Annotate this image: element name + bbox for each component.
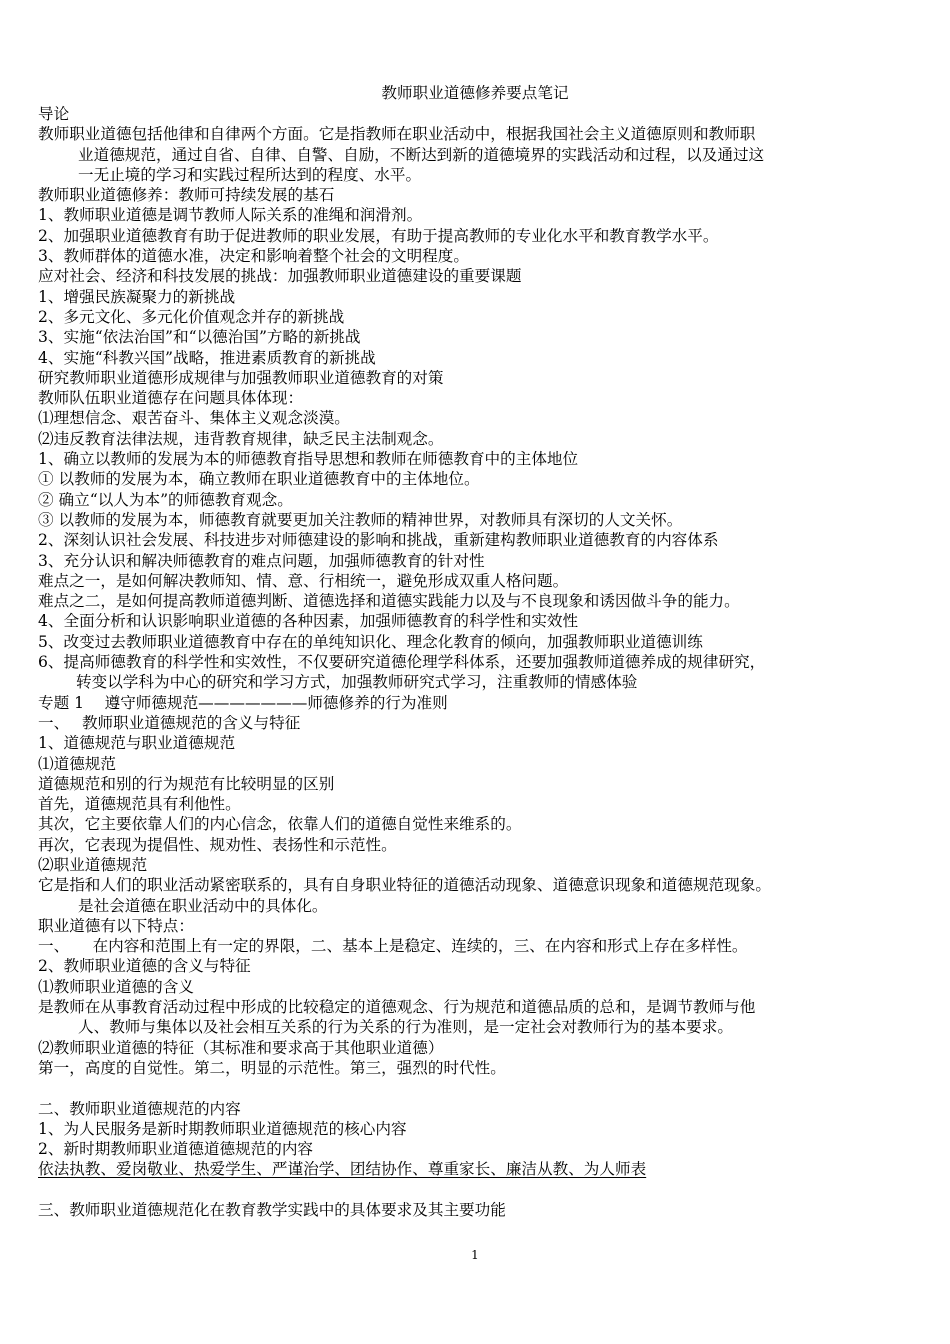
section-heading: 研究教师职业道德形成规律与加强教师职业道德教育的对策 <box>38 368 444 387</box>
paragraph-line: 难点之二，是如何提高教师道德判断、道德选择和道德实践能力以及与不良现象和诱因做斗争的能力。 <box>38 592 740 611</box>
subsection-heading: 2、教师职业道德的含义与特征 <box>38 957 251 976</box>
list-item: 1、增强民族凝聚力的新挑战 <box>38 287 236 306</box>
paragraph-line: 难点之一，是如何解决教师知、情、意、行相统一，避免形成双重人格问题。 <box>38 571 569 590</box>
list-item: ③ 以教师的发展为本，师德教育就要更加关注教师的精神世界，对教师具有深切的人文关怀。 <box>38 510 683 529</box>
list-item-continuation: 转变以学科为中心的研究和学习方式，加强教师研究式学习，注重教师的情感体验 <box>76 673 638 692</box>
paragraph-line: 是教师在从事教育活动过程中形成的比较稳定的道德观念、行为规范和道德品质的总和，是调节教师与他 <box>38 998 756 1017</box>
paragraph-line: 依法执教、爱岗敬业、热爱学生、严谨治学、团结协作、尊重家长、廉洁从教、为人师表 <box>38 1160 647 1179</box>
list-item: 1、确立以教师的发展为本的师德教育指导思想和教师在师德教育中的主体地位 <box>38 450 579 469</box>
paragraph-line: 它是指和人们的职业活动紧密联系的，具有自身职业特征的道德活动现象、道德意识现象和道德规范现象。 <box>38 876 771 895</box>
paragraph-line: 再次，它表现为提倡性、规劝性、表扬性和示范性。 <box>38 835 397 854</box>
document-title: 教师职业道德修养要点笔记 <box>381 84 569 102</box>
subsection-heading: ⑴道德规范 <box>38 754 116 773</box>
section-heading: 教师职业道德修养：教师可持续发展的基石 <box>38 186 335 205</box>
paragraph-line: 教师职业道德包括他律和自律两个方面。它是指教师在职业活动中，根据我国社会主义道德原则和教师职 <box>38 125 756 144</box>
paragraph-line: 道德规范和别的行为规范有比较明显的区别 <box>38 774 335 793</box>
paragraph-line: 业道德规范，通过自省、自律、自警、自励，不断达到新的道德境界的实践活动和过程，以及通过这 <box>78 145 765 164</box>
paragraph-line: 是社会道德在职业活动中的具体化。 <box>78 896 328 915</box>
paragraph-line: 其次，它主要依靠人们的内心信念，依靠人们的道德自觉性来维系的。 <box>38 815 522 834</box>
page-number: 1 <box>471 1248 479 1262</box>
paragraph-line: 一无止境的学习和实践过程所达到的程度、水平。 <box>78 165 422 184</box>
subsection-heading: ⑴教师职业道德的含义 <box>38 977 194 996</box>
paragraph-line: 首先，道德规范具有利他性。 <box>38 795 241 814</box>
subsection-heading: ⑵职业道德规范 <box>38 855 148 874</box>
paragraph-line: 职业道德有以下特点： <box>38 916 194 935</box>
list-item: 5、改变过去教师职业道德教育中存在的单纯知识化、理念化教育的倾向，加强教师职业道德训练 <box>38 632 703 651</box>
list-item: 4、全面分析和认识影响职业道德的各种因素，加强师德教育的科学性和实效性 <box>38 612 579 631</box>
list-item: ② 确立“以人为本”的师德教育观念。 <box>38 490 293 509</box>
list-item: ① 以教师的发展为本，确立教师在职业道德教育中的主体地位。 <box>38 470 480 489</box>
subsection-heading: ⑵教师职业道德的特征（其标准和要求高于其他职业道德） <box>38 1038 444 1057</box>
section-heading: 专题 1 遵守师德规范———————师德修养的行为准则 <box>38 693 448 712</box>
list-item: 3、充分认识和解决师德教育的难点问题，加强师德教育的针对性 <box>38 551 485 570</box>
paragraph-line: 一、 在内容和范围上有一定的界限，二、基本上是稳定、连续的，三、在内容和形式上存在多样性。 <box>38 937 748 956</box>
blank-line <box>38 1180 916 1200</box>
list-item: 3、教师群体的道德水准，决定和影响着整个社会的文明程度。 <box>38 247 469 266</box>
list-item: 2、深刻认识社会发展、科技进步对师德建设的影响和挑战，重新建构教师职业道德教育的内容体系 <box>38 531 719 550</box>
list-item: 1、为人民服务是新时期教师职业道德规范的核心内容 <box>38 1119 407 1138</box>
list-item: 2、多元文化、多元化价值观念并存的新挑战 <box>38 307 345 326</box>
subsection-heading: 1、道德规范与职业道德规范 <box>38 734 236 753</box>
section-heading: 应对社会、经济和科技发展的挑战：加强教师职业道德建设的重要课题 <box>38 267 522 286</box>
paragraph-line: 人、教师与集体以及社会相互关系的行为关系的行为准则，是一定社会对教师行为的基本要求。 <box>78 1018 733 1037</box>
list-item: ⑴理想信念、艰苦奋斗、集体主义观念淡漠。 <box>38 409 350 428</box>
list-item: 6、提高师德教育的科学性和实效性，不仅要研究道德伦理学科体系，还要加强教师道德养成的规律研究， <box>38 653 766 672</box>
list-item: 2、新时期教师职业道德道德规范的内容 <box>38 1140 314 1159</box>
list-item: 4、实施“科教兴国”战略，推进素质教育的新挑战 <box>38 348 376 367</box>
list-item: ⑵违反教育法律法规，违背教育规律，缺乏民主法制观念。 <box>38 429 444 448</box>
list-item: 2、加强职业道德教育有助于促进教师的职业发展，有助于提高教师的专业化水平和教育教学水平。 <box>38 226 719 245</box>
blank-line <box>38 1078 916 1098</box>
list-item: 1、教师职业道德是调节教师人际关系的准绳和润滑剂。 <box>38 206 423 225</box>
section-heading: 二、教师职业道德规范的内容 <box>38 1099 241 1118</box>
paragraph-line: 第一，高度的自觉性。第二，明显的示范性。第三，强烈的时代性。 <box>38 1058 506 1077</box>
document-body <box>38 104 916 1220</box>
section-heading: 三、教师职业道德规范化在教育教学实践中的具体要求及其主要功能 <box>38 1201 506 1220</box>
section-heading: 导论 <box>38 105 70 123</box>
list-item: 3、实施“依法治国”和“以德治国”方略的新挑战 <box>38 328 361 347</box>
section-heading: 一、 教师职业道德规范的含义与特征 <box>38 713 301 732</box>
paragraph-line: 教师队伍职业道德存在问题具体体现： <box>38 389 304 408</box>
